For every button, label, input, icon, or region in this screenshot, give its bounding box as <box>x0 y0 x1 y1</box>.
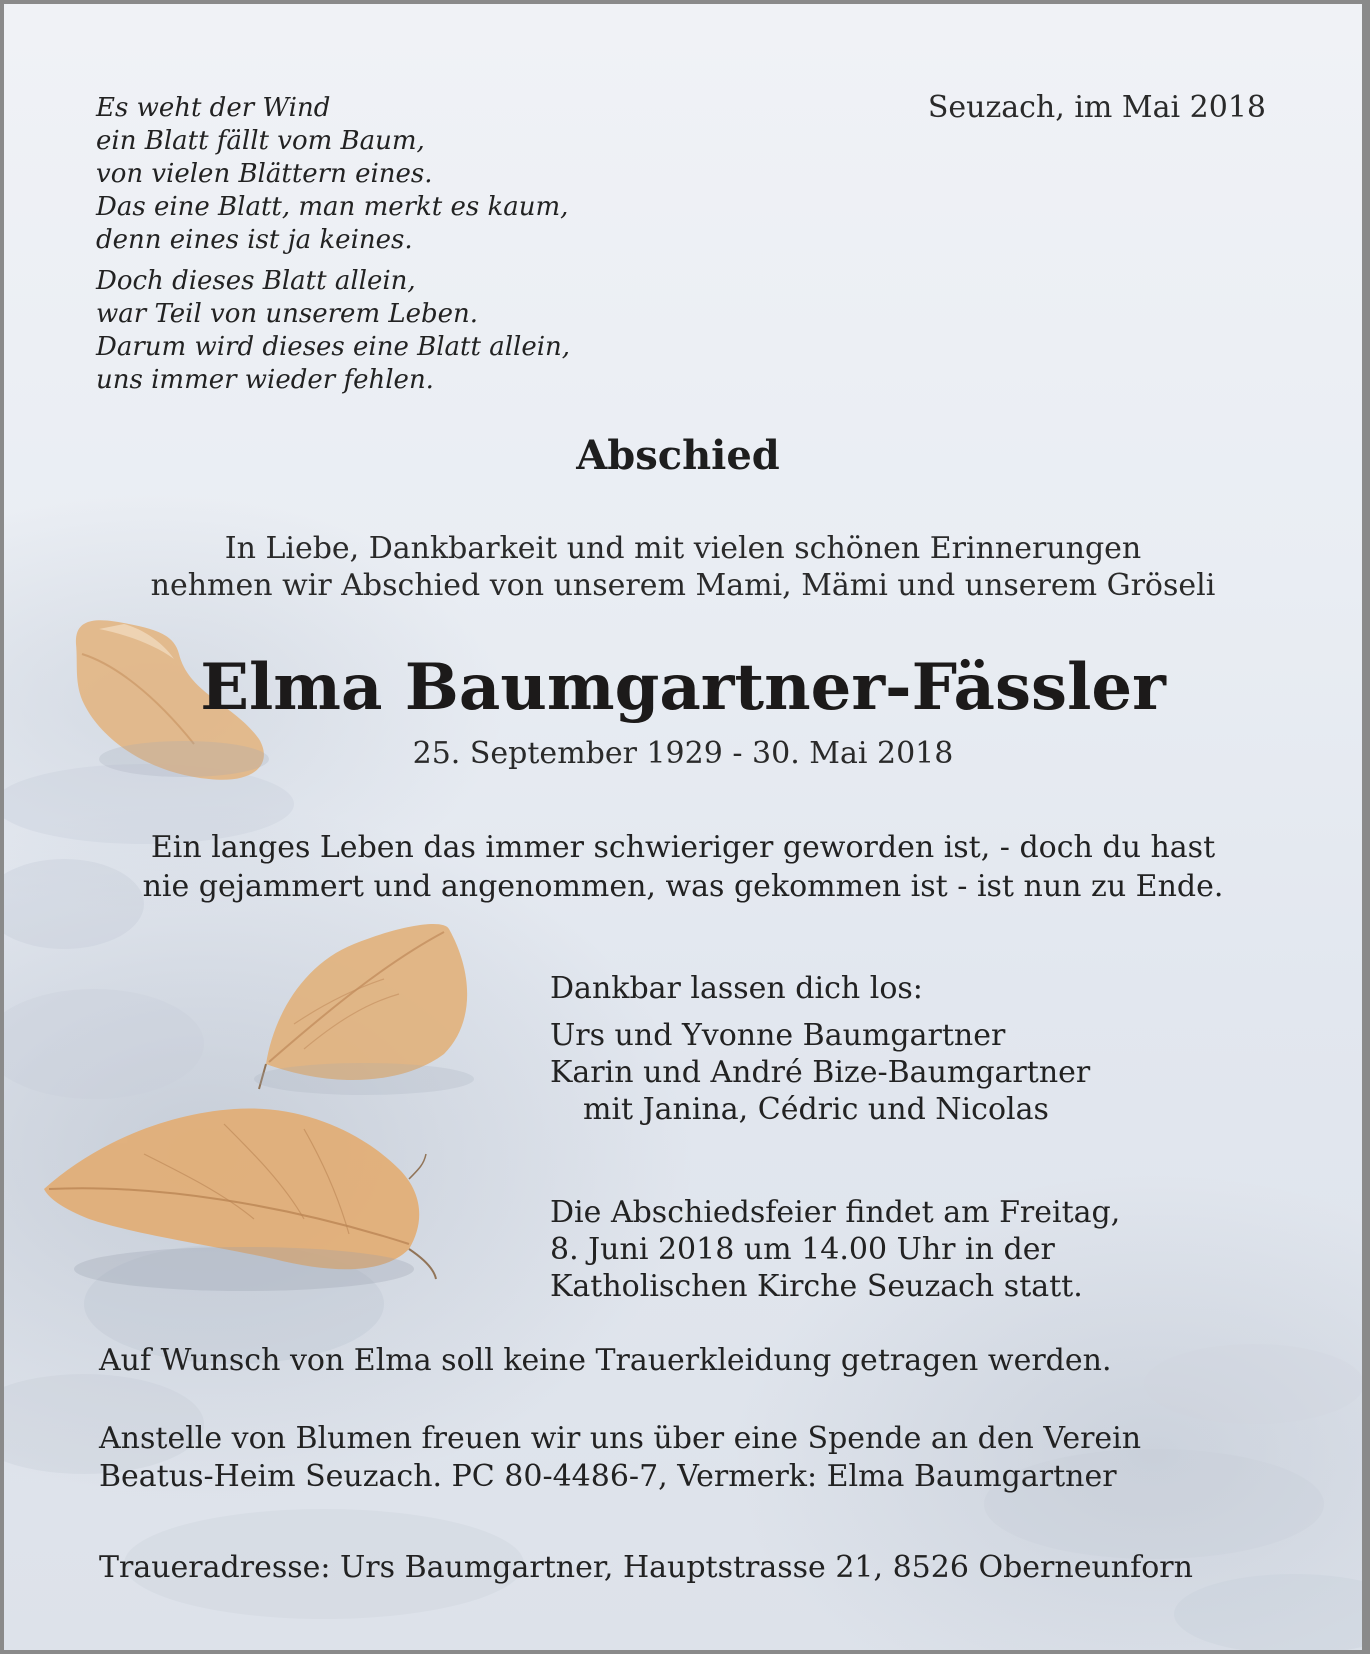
intro-line: In Liebe, Dankbarkeit und mit vielen schönen Erinnerungen <box>224 531 1142 566</box>
poem <box>96 92 616 405</box>
deceased-name: Elma Baumgartner-Fässler <box>200 650 1166 725</box>
poem-line: Es weht der Wind <box>96 93 331 123</box>
mourner-name: Urs und Yvonne Baumgartner <box>550 1018 1006 1053</box>
intro-text <box>4 530 1362 604</box>
donation-note <box>99 1420 1141 1496</box>
poem-line: Das eine Blatt, man merkt es kaum, <box>96 192 569 222</box>
poem-line: denn eines ist ja keines. <box>96 225 413 255</box>
mourner-name: Karin und André Bize-Baumgartner <box>550 1055 1091 1090</box>
poem-line: war Teil von unserem Leben. <box>96 299 479 329</box>
tribute-line: nie gejammert und angenommen, was gekommen ist - ist nun zu Ende. <box>142 869 1224 904</box>
poem-stanza-1 <box>96 92 616 257</box>
pebble-shape <box>4 989 204 1099</box>
poem-line: Darum wird dieses eine Blatt allein, <box>96 332 571 362</box>
place-date: Seuzach, im Mai 2018 <box>927 90 1266 125</box>
heading-text: Abschied <box>576 432 780 479</box>
mourners-intro: Dankbar lassen dich los: <box>550 971 923 1006</box>
poem-line: ein Blatt fällt vom Baum, <box>96 126 425 156</box>
dress-note: Auf Wunsch von Elma soll keine Trauerkleidung getragen werden. <box>99 1343 1112 1378</box>
donation-line: Anstelle von Blumen freuen wir uns über eine Spende an den Verein <box>99 1421 1142 1456</box>
leaf-shape <box>44 1108 436 1291</box>
tribute-line: Ein langes Leben das immer schwieriger geworden ist, - doch du hast <box>150 830 1216 865</box>
mourner-children: mit Janina, Cédric und Nicolas <box>583 1092 1049 1127</box>
donation-line: Beatus-Heim Seuzach. PC 80-4486-7, Vermerk: Elma Baumgartner <box>99 1459 1117 1494</box>
tribute-text <box>4 828 1362 906</box>
ceremony-line: Katholischen Kirche Seuzach statt. <box>550 1269 1083 1304</box>
poem-stanza-2 <box>96 265 616 397</box>
mourners-block <box>550 970 1090 1128</box>
ceremony-info <box>550 1194 1120 1305</box>
poem-line: uns immer wieder fehlen. <box>96 365 434 395</box>
poem-line: Doch dieses Blatt allein, <box>96 266 416 296</box>
heading <box>4 432 1362 479</box>
poem-line: von vielen Blättern eines. <box>96 159 433 189</box>
ceremony-line: 8. Juni 2018 um 14.00 Uhr in der <box>550 1232 1055 1267</box>
mourning-address: Traueradresse: Urs Baumgartner, Hauptstrasse 21, 8526 Oberneunforn <box>99 1550 1193 1585</box>
intro-line: nehmen wir Abschied von unserem Mami, Mämi und unserem Gröseli <box>150 568 1216 603</box>
pebble-shape <box>1144 1344 1364 1424</box>
life-dates: 25. September 1929 - 30. Mai 2018 <box>412 736 954 771</box>
leaf-shape <box>254 924 474 1095</box>
pebble-shape <box>1174 1574 1370 1654</box>
ceremony-line: Die Abschiedsfeier findet am Freitag, <box>550 1195 1121 1230</box>
